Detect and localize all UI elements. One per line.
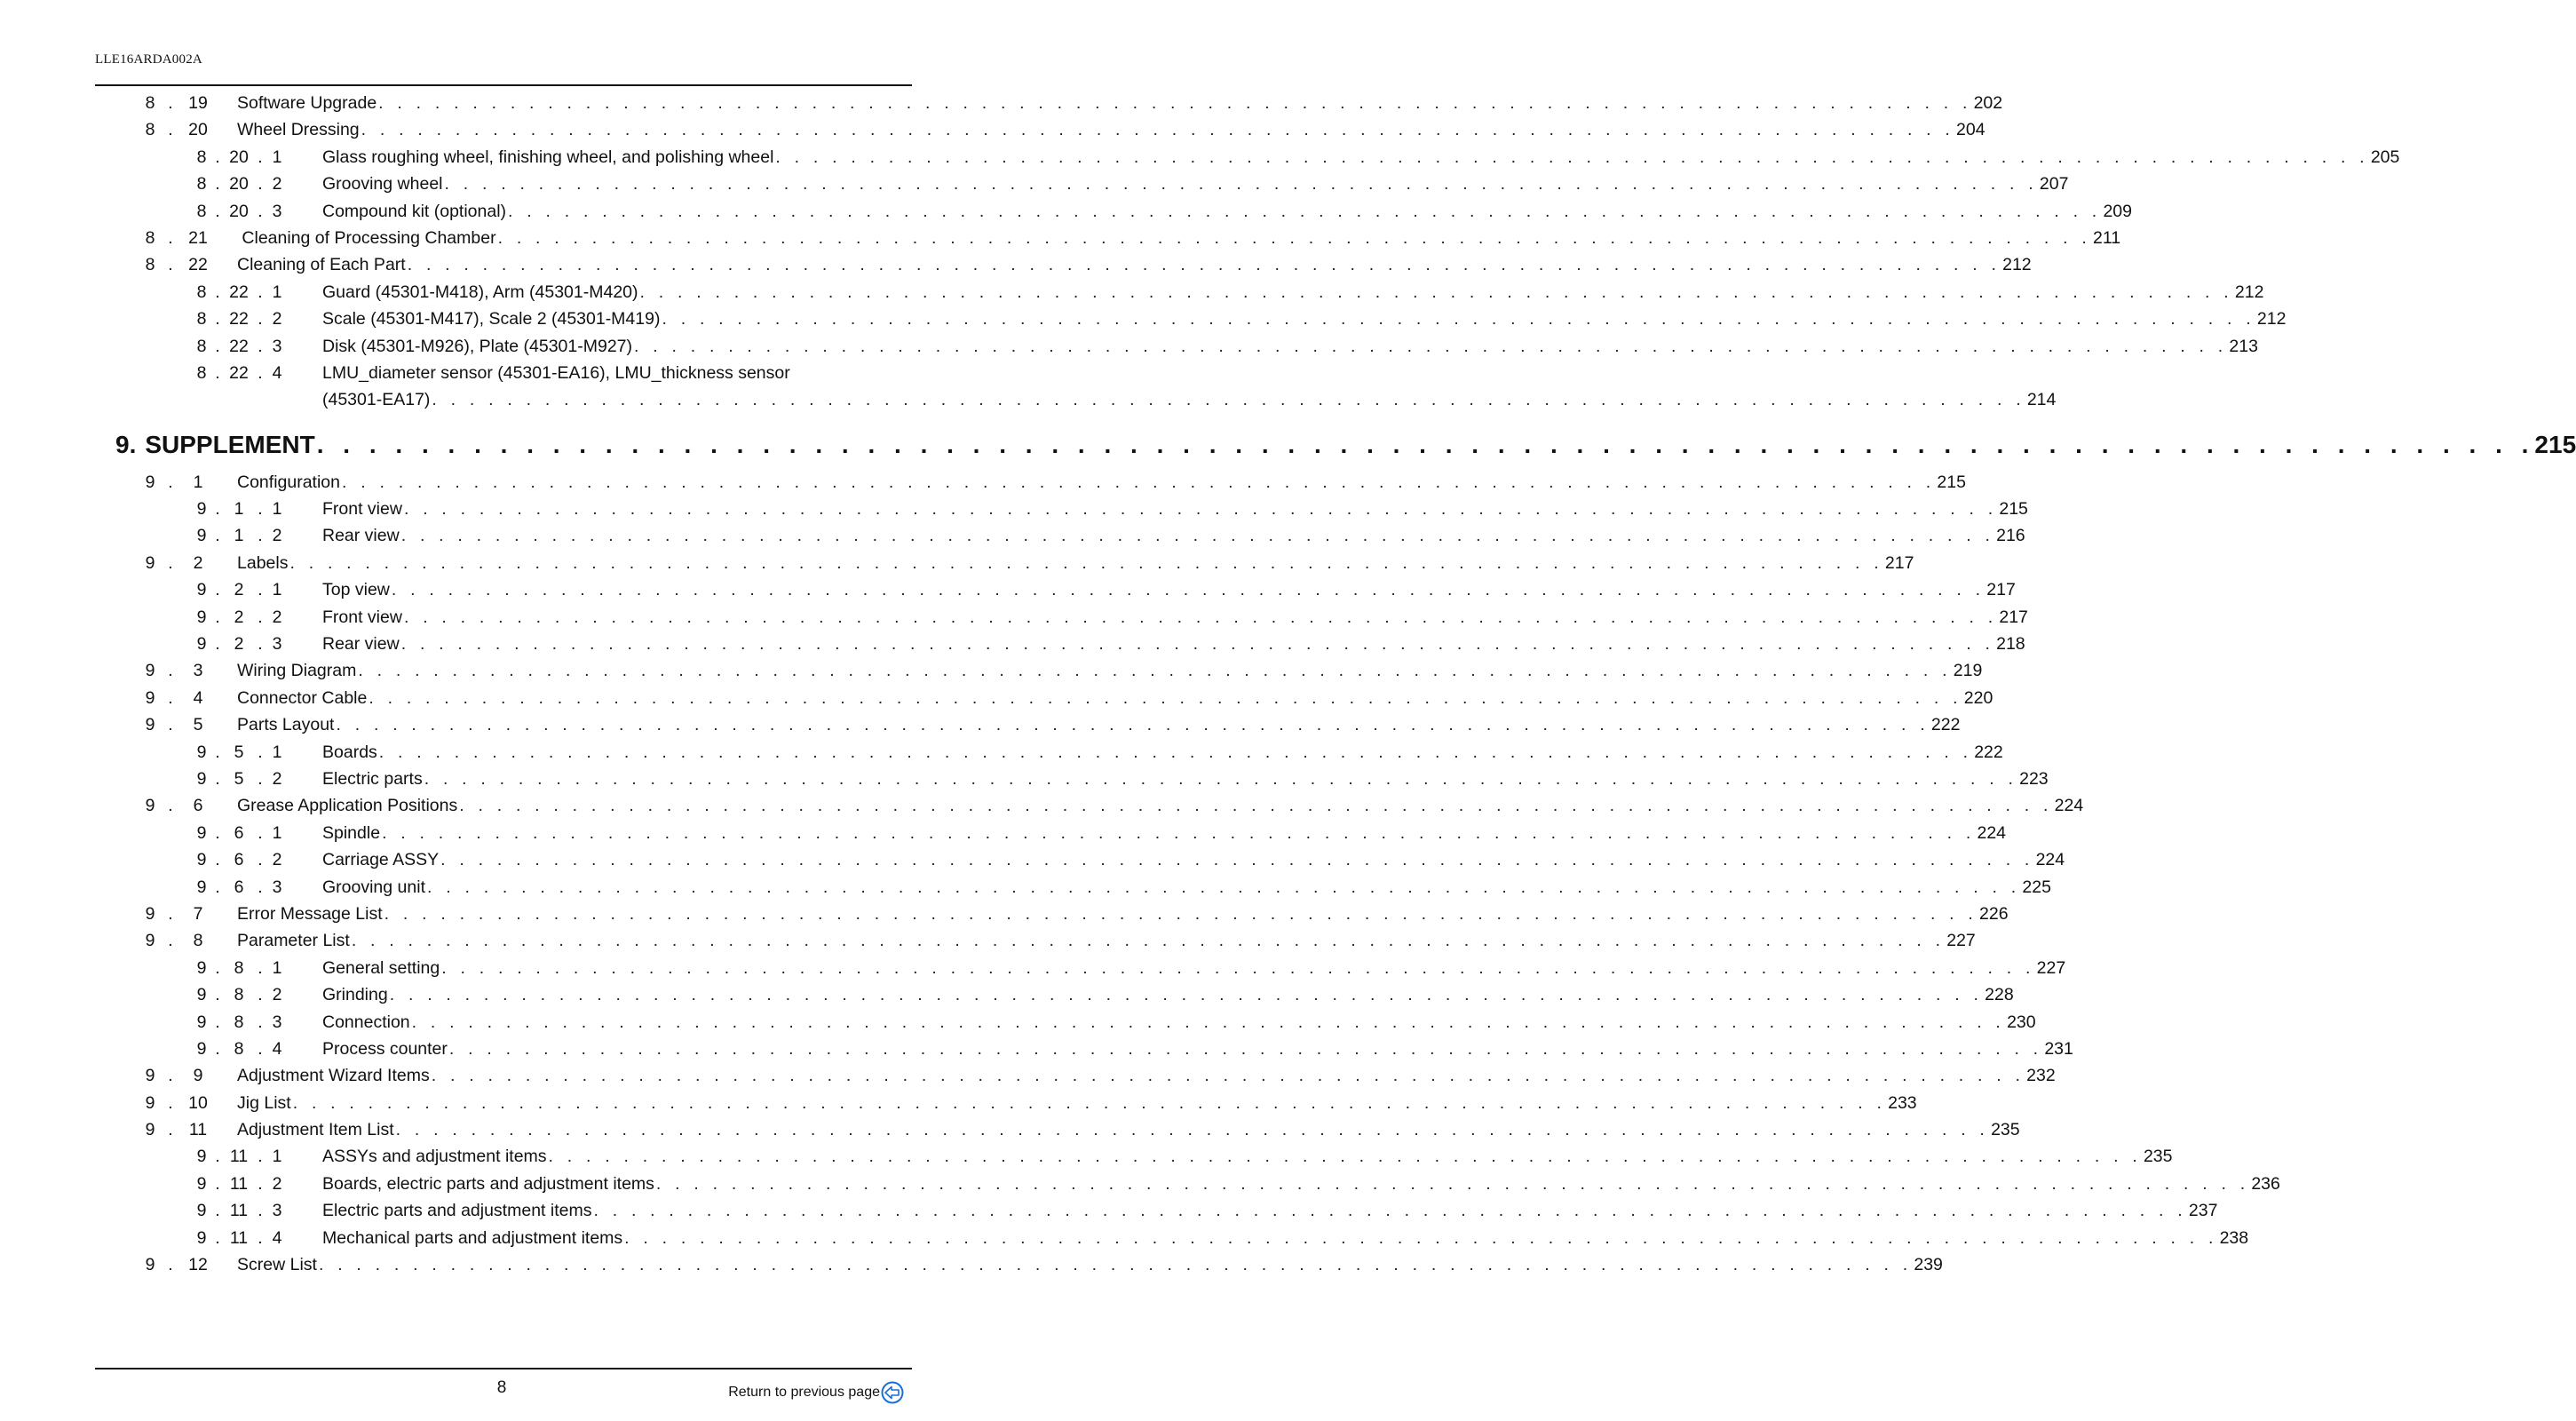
toc-entry-title: Screw List	[237, 1255, 317, 1275]
toc-entry-number: 9 . 4	[145, 687, 203, 708]
toc-entry-page: 215	[1999, 499, 2028, 520]
toc-entry-title: Electric parts and adjustment items	[322, 1201, 592, 1221]
toc-entry[interactable]	[0, 846, 2065, 873]
toc-entry-number: 9 . 1 . 2	[196, 526, 282, 546]
leader-dots: . . . . . . . . . . . . . . . . . . . . . . . . . . . . . . . . . . . . . . . . . . . . . . . . . . . . . . . . . . . . . . . . . . . . . . . . . . . . . . . . . . . . .	[634, 336, 2228, 356]
toc-entry-title: Configuration	[237, 472, 340, 492]
toc-entry-title: Spindle	[322, 822, 381, 843]
toc-entry-number: 8 . 22 . 2	[196, 309, 282, 329]
toc-entry-number: 9 . 6 . 2	[196, 850, 282, 870]
toc-entry-page: 217	[1884, 552, 1914, 573]
toc-entry-number: 9 . 5 . 1	[196, 742, 282, 762]
toc-entry-number: 9 . 8 . 3	[196, 1012, 282, 1032]
toc-entry-title: Parts Layout	[237, 715, 335, 735]
toc-entry-page: 227	[2036, 957, 2066, 978]
toc-entry-title: LMU_diameter sensor (45301-EA16), LMU_thickness sensor	[322, 362, 790, 383]
toc-entry-number: 8 . 20 . 2	[196, 174, 282, 194]
toc-entry-number: 8 . 20 . 1	[196, 147, 282, 167]
toc-entry-page: 238	[2219, 1227, 2249, 1248]
toc-entry-title: (45301-EA17)	[322, 390, 431, 410]
toc-entry-title: Disk (45301-M926), Plate (45301-M927)	[322, 336, 633, 356]
toc-entry-page: 227	[1946, 931, 1976, 951]
toc-entry[interactable]	[0, 766, 2049, 792]
toc-entry-page: 211	[2092, 227, 2121, 248]
toc-entry-number: 9 . 8 . 4	[196, 1038, 282, 1059]
toc-entry-number: 8 . 22	[145, 255, 208, 275]
toc-entry-number: 8 . 22 . 4	[196, 362, 282, 383]
toc-entry-page: 212	[2002, 255, 2032, 275]
toc-entry[interactable]	[0, 657, 1983, 684]
toc-entry-page: 236	[2251, 1173, 2280, 1194]
leader-dots: . . . . . . . . . . . . . . . . . . . . . . . . . . . . . . . . . . . . . . . . . . . . . . . . . . . . . . . . . . . . . . . . . . . . . . . . . . . . . . . . . . . . .	[389, 985, 1984, 1005]
toc-entry-number: 9 . 8 . 1	[196, 957, 282, 978]
leader-dots: . . . . . . . . . . . . . . . . . . . . . . . . . . . . . . . . . . . . . . . . . . . . . . . . . . . . . . . . . . . . . . . . . . . . . . . . . . . . . . . . . . . . .	[391, 580, 1986, 600]
toc-entry[interactable]	[0, 306, 2287, 332]
toc-entry-number: 9 . 7	[145, 903, 203, 924]
toc-entry-page: 212	[2234, 282, 2264, 302]
toc-entry-number: 8 . 20	[145, 120, 208, 140]
toc-entry[interactable]	[0, 1197, 2218, 1224]
page-number: 8	[496, 1378, 507, 1397]
toc-entry-page: 235	[2143, 1147, 2173, 1167]
leader-dots: . . . . . . . . . . . . . . . . . . . . . . . . . . . . . . . . . . . . . . . . . . . . . . . . . . . . . . . . . . . . . . . . . . . . . . . . . . . . . . . . . . . . .	[400, 526, 1995, 546]
toc-entry[interactable]	[0, 225, 2121, 251]
toc-entry-title: Compound kit (optional)	[322, 201, 507, 221]
leader-dots: . . . . . . . . . . . . . . . . . . . . . . . . . . . . . . . . . . . . . . . . . . . . . . . . . . . . . . . . . . . . . . . . . . . . . . . . . . . . . . . . . . . . .	[336, 715, 1930, 735]
toc-entry-title: Glass roughing wheel, finishing wheel, and polishing wheel	[322, 147, 774, 167]
toc-entry[interactable]	[0, 685, 1993, 711]
leader-dots: . . . . . . . . . . . . . . . . . . . . . . . . . . . . . . . . . . . . . . . . . . . . . . . . . . . . . . . . . . . . . . . . . . . . . . . . . . . . . . . . . . . . .	[424, 768, 2018, 789]
leader-dots: . . . . . . . . . . . . . . . . . . . . . . . . . . . . . . . . . . . . . . . . . . . . . . . . . . . . . . . . . . . . . . . . . . . . . . . . . . . . . . . . . . . . .	[662, 309, 2255, 329]
toc-entry-title: Grease Application Positions	[237, 796, 458, 816]
toc-entry-number: 9 . 12	[145, 1255, 208, 1275]
leader-dots: . . . . . . . . . . . . . . . . . . . . . . . . . . . . . . . . . . . . . . . . . . . . . . . . . . . . . . . . . . . . . . . . . . . . . . . . . . . . . . . . . . . . .	[378, 742, 1973, 762]
footer-rule	[95, 1368, 912, 1369]
leader-dots: . . . . . . . . . . . . . . . . . . . . . . . . . . . . . . . . . . . . . . . . . . . . . . . . . . . . . . . . . . . . . . . . . . . . . . . . . . . . . . . . . . . . .	[289, 552, 1883, 573]
toc-entry-number: 9 . 11	[145, 1120, 208, 1140]
toc-entry-page: 226	[1979, 903, 2009, 924]
leader-dots: . . . . . . . . . . . . . . . . . . . . . . . . . . . . . . . . . . . . . . . . . . . . . . . . . . . . . . . . . . . . . . . . . . . . . . . . . . . . . . . . . . . . .	[378, 93, 1972, 113]
toc-entry-number: 9 . 2 . 1	[196, 580, 282, 600]
toc-entry-page: 202	[1973, 93, 2003, 113]
toc-entry-number: 9 . 8 . 2	[196, 985, 282, 1005]
toc-entry-title: Grinding	[322, 985, 388, 1005]
toc-entry-number: 9 . 2	[145, 552, 203, 573]
toc-entry-title: Scale (45301-M417), Scale 2 (45301-M419)	[322, 309, 661, 329]
toc-entry[interactable]	[0, 1251, 1943, 1278]
toc-entry-page: 231	[2044, 1038, 2073, 1059]
toc-section-9	[0, 469, 2280, 1279]
toc-entry-title: Carriage ASSY	[322, 850, 440, 870]
toc-entry[interactable]	[0, 792, 2084, 819]
toc-entry-number: 9 . 5 . 2	[196, 768, 282, 789]
leader-dots: . . . . . . . . . . . . . . . . . . . . . . . . . . . . . . . . . . . . . . . . . . . . . . . . . . . . . . . . . . . . . . . . . . . . . . . . . . . . . . . . . . . . .	[316, 430, 2535, 458]
toc-entry-title: Error Message List	[237, 903, 383, 924]
toc-entry-title: General setting	[322, 957, 440, 978]
leader-dots: . . . . . . . . . . . . . . . . . . . . . . . . . . . . . . . . . . . . . . . . . . . . . . . . . . . . . . . . . . . . . . . . . . . . . . . . . . . . . . . . . . . . .	[351, 931, 1946, 951]
toc-entry-number: 9 . 6	[145, 796, 203, 816]
toc-entry[interactable]	[0, 820, 2007, 846]
chapter-heading[interactable]	[0, 414, 2576, 469]
toc-entry-page: 214	[2026, 390, 2057, 410]
toc-entry-title: Front view	[322, 499, 402, 520]
leader-dots: . . . . . . . . . . . . . . . . . . . . . . . . . . . . . . . . . . . . . . . . . . . . . . . . . . . . . . . . . . . . . . . . . . . . . . . . . . . . . . . . . . . . .	[395, 1120, 1990, 1140]
toc-entry-page: 216	[1996, 526, 2025, 546]
toc-entry-title: Labels	[237, 552, 289, 573]
toc-entry-title: ASSYs and adjustment items	[322, 1147, 547, 1167]
toc-entry[interactable]	[0, 469, 1966, 496]
toc-entry-title: Adjustment Wizard Items	[237, 1066, 430, 1086]
toc-entry-page: 209	[2103, 201, 2132, 221]
toc-entry-number: 9 . 11 . 4	[196, 1227, 282, 1248]
toc-entry-number: 9 . 6 . 1	[196, 822, 282, 843]
toc-entry-title: Wiring Diagram	[237, 661, 357, 681]
toc-entry-page: 228	[1985, 985, 2014, 1005]
back-arrow-icon[interactable]	[881, 1381, 904, 1404]
toc-entry-title: Grooving wheel	[322, 174, 443, 194]
toc-entry-title: Process counter	[322, 1038, 448, 1059]
toc-entry-page: 204	[1956, 120, 1986, 140]
toc-entry-title: Connector Cable	[237, 687, 368, 708]
toc-entry-number: 9 . 11 . 3	[196, 1201, 282, 1221]
leader-dots: . . . . . . . . . . . . . . . . . . . . . . . . . . . . . . . . . . . . . . . . . . . . . . . . . . . . . . . . . . . . . . . . . . . . . . . . . . . . . . . . . . . . .	[411, 1012, 2006, 1032]
toc-entry-title: Software Upgrade	[237, 93, 377, 113]
leader-dots: . . . . . . . . . . . . . . . . . . . . . . . . . . . . . . . . . . . . . . . . . . . . . . . . . . . . . . . . . . . . . . . . . . . . . . . . . . . . . . . . . . . . .	[407, 255, 2001, 275]
toc-section-8	[0, 90, 2400, 414]
toc-entry-title: Cleaning of Each Part	[237, 255, 406, 275]
toc-entry-title: Top view	[322, 580, 390, 600]
toc-entry[interactable]	[0, 386, 2057, 413]
toc-entry[interactable]	[0, 144, 2400, 171]
toc-entry-page: 222	[1930, 715, 1961, 735]
toc-entry-page: 232	[2026, 1066, 2056, 1086]
toc-entry-page: 224	[1977, 822, 2007, 843]
toc-entry[interactable]	[0, 576, 2016, 603]
leader-dots: . . . . . . . . . . . . . . . . . . . . . . . . . . . . . . . . . . . . . . . . . . . . . . . . . . . . . . . . . . . . . . . . . . . . . . . . . . . . . . . . . . . . .	[358, 661, 1952, 681]
toc-entry[interactable]	[0, 631, 2025, 657]
toc-entry-number: 8 . 20 . 3	[196, 201, 282, 221]
toc-entry-number: 9 . 9	[145, 1066, 203, 1086]
leader-dots: . . . . . . . . . . . . . . . . . . . . . . . . . . . . . . . . . . . . . . . . . . . . . . . . . . . . . . . . . . . . . . . . . . . . . . . . . . . . . . . . . . . . .	[593, 1201, 2187, 1221]
toc-entry-page: 239	[1914, 1255, 1943, 1275]
toc-entry[interactable]	[0, 198, 2132, 225]
toc-entry-page: 233	[1888, 1092, 1917, 1113]
toc-entry-title: Jig List	[237, 1092, 291, 1113]
toc-entry-title: Front view	[322, 607, 402, 627]
toc-entry-number: 9 . 11 . 1	[196, 1147, 282, 1167]
toc-entry-page: 222	[1974, 742, 2003, 762]
return-to-previous-page-link[interactable]	[728, 1381, 904, 1404]
toc-entry[interactable]	[0, 333, 2258, 360]
leader-dots: . . . . . . . . . . . . . . . . . . . . . . . . . . . . . . . . . . . . . . . . . . . . . . . . . . . . . . . . . . . . . . . . . . . . . . . . . . . . . . . . . . . . .	[403, 499, 1998, 520]
toc-entry[interactable]	[0, 496, 2028, 522]
toc-entry-page: 219	[1953, 661, 1983, 681]
toc-entry-number: 9 . 2 . 2	[196, 607, 282, 627]
toc-entry[interactable]	[0, 251, 2032, 278]
toc-entry[interactable]	[0, 981, 2014, 1008]
toc-entry-number: 8 . 22 . 3	[196, 336, 282, 356]
toc-entry-title: Wheel Dressing	[237, 120, 360, 140]
toc-entry-number: 8 . 19	[145, 93, 208, 113]
toc-entry-page: 212	[2256, 309, 2287, 329]
toc-entry-title: Parameter List	[237, 931, 350, 951]
leader-dots: . . . . . . . . . . . . . . . . . . . . . . . . . . . . . . . . . . . . . . . . . . . . . . . . . . . . . . . . . . . . . . . . . . . . . . . . . . . . . . . . . . . . .	[431, 1066, 2025, 1086]
toc-entry-number: 9 . 1 . 1	[196, 499, 282, 520]
table-of-contents	[0, 90, 2576, 1278]
toc-entry-title: Mechanical parts and adjustment items	[322, 1227, 623, 1248]
toc-entry-number: 9 . 2 . 3	[196, 634, 282, 655]
leader-dots: . . . . . . . . . . . . . . . . . . . . . . . . . . . . . . . . . . . . . . . . . . . . . . . . . . . . . . . . . . . . . . . . . . . . . . . . . . . . . . . . . . . . .	[400, 634, 1995, 655]
chapter-page: 215	[2534, 430, 2576, 458]
toc-entry[interactable]	[0, 955, 2066, 981]
leader-dots: . . . . . . . . . . . . . . . . . . . . . . . . . . . . . . . . . . . . . . . . . . . . . . . . . . . . . . . . . . . . . . . . . . . . . . . . . . . . . . . . . . . . .	[655, 1173, 2250, 1194]
toc-entry[interactable]	[0, 1036, 2073, 1062]
leader-dots: . . . . . . . . . . . . . . . . . . . . . . . . . . . . . . . . . . . . . . . . . . . . . . . . . . . . . . . . . . . . . . . . . . . . . . . . . . . . . . . . . . . . .	[459, 796, 2053, 816]
toc-entry-title: Boards	[322, 742, 377, 762]
toc-entry[interactable]	[0, 739, 2003, 766]
leader-dots: . . . . . . . . . . . . . . . . . . . . . . . . . . . . . . . . . . . . . . . . . . . . . . . . . . . . . . . . . . . . . . . . . . . . . . . . . . . . . . . . . . . . .	[403, 607, 1998, 627]
header-rule	[95, 84, 912, 86]
chapter-title: SUPPLEMENT	[145, 430, 315, 458]
toc-entry-page: 218	[1996, 634, 2025, 655]
toc-entry[interactable]	[0, 550, 1914, 576]
leader-dots: . . . . . . . . . . . . . . . . . . . . . . . . . . . . . . . . . . . . . . . . . . . . . . . . . . . . . . . . . . . . . . . . . . . . . . . . . . . . . . . . . . . . .	[384, 903, 1978, 924]
toc-entry[interactable]	[0, 90, 2003, 116]
toc-entry-number: 9 . 11 . 2	[196, 1173, 282, 1194]
toc-entry[interactable]	[0, 116, 1986, 143]
toc-entry-page: 224	[2035, 850, 2065, 870]
toc-entry-page: 217	[1999, 607, 2028, 627]
toc-entry-title: Rear view	[322, 526, 400, 546]
toc-entry-number: 8 . 21	[145, 227, 208, 248]
toc-entry-page: 215	[1937, 472, 1966, 492]
toc-entry-page: 223	[2019, 768, 2049, 789]
toc-entry[interactable]	[0, 874, 2051, 901]
toc-entry-page: 235	[1991, 1120, 2020, 1140]
toc-entry[interactable]	[0, 1090, 1917, 1116]
toc-entry-page: 205	[2370, 147, 2400, 167]
toc-entry-number: 9 . 10	[145, 1092, 208, 1113]
toc-entry[interactable]	[0, 1116, 2020, 1143]
leader-dots: . . . . . . . . . . . . . . . . . . . . . . . . . . . . . . . . . . . . . . . . . . . . . . . . . . . . . . . . . . . . . . . . . . . . . . . . . . . . . . . . . . . . .	[361, 120, 1955, 140]
toc-entry-number: 8 . 22 . 1	[196, 282, 282, 302]
toc-entry-page: 224	[2054, 796, 2084, 816]
toc-entry-number: 9 . 6 . 3	[196, 877, 282, 897]
toc-entry-title: Cleaning of Processing Chamber	[237, 227, 496, 248]
toc-entry-title: Boards, electric parts and adjustment items	[322, 1173, 654, 1194]
toc-entry-title: Guard (45301-M418), Arm (45301-M420)	[322, 282, 638, 302]
chapter-number: 9.	[115, 430, 137, 458]
toc-entry[interactable]	[0, 1171, 2280, 1197]
leader-dots: . . . . . . . . . . . . . . . . . . . . . . . . . . . . . . . . . . . . . . . . . . . . . . . . . . . . . . . . . . . . . . . . . . . . . . . . . . . . . . . . . . . . .	[432, 390, 2025, 410]
toc-entry[interactable]	[0, 1062, 2056, 1089]
toc-entry-page: 220	[1963, 687, 1993, 708]
toc-entry[interactable]	[0, 901, 2009, 927]
leader-dots: . . . . . . . . . . . . . . . . . . . . . . . . . . . . . . . . . . . . . . . . . . . . . . . . . . . . . . . . . . . . . . . . . . . . . . . . . . . . . . . . . . . . .	[342, 472, 1936, 492]
leader-dots: . . . . . . . . . . . . . . . . . . . . . . . . . . . . . . . . . . . . . . . . . . . . . . . . . . . . . . . . . . . . . . . . . . . . . . . . . . . . . . . . . . . . .	[426, 877, 2021, 897]
leader-dots: . . . . . . . . . . . . . . . . . . . . . . . . . . . . . . . . . . . . . . . . . . . . . . . . . . . . . . . . . . . . . . . . . . . . . . . . . . . . . . . . . . . . .	[448, 1038, 2043, 1059]
leader-dots: . . . . . . . . . . . . . . . . . . . . . . . . . . . . . . . . . . . . . . . . . . . . . . . . . . . . . . . . . . . . . . . . . . . . . . . . . . . . . . . . . . . . .	[639, 282, 2233, 302]
toc-entry[interactable]	[0, 711, 1961, 738]
toc-entry-title: Connection	[322, 1012, 410, 1032]
toc-entry-title: Electric parts	[322, 768, 423, 789]
toc-entry[interactable]	[0, 171, 2069, 197]
leader-dots: . . . . . . . . . . . . . . . . . . . . . . . . . . . . . . . . . . . . . . . . . . . . . . . . . . . . . . . . . . . . . . . . . . . . . . . . . . . . . . . . . . . . .	[508, 201, 2102, 221]
toc-entry-number: 9 . 1	[145, 472, 203, 492]
toc-entry[interactable]	[0, 279, 2264, 306]
toc-entry-title: Grooving unit	[322, 877, 425, 897]
leader-dots: . . . . . . . . . . . . . . . . . . . . . . . . . . . . . . . . . . . . . . . . . . . . . . . . . . . . . . . . . . . . . . . . . . . . . . . . . . . . . . . . . . . . .	[382, 822, 1976, 843]
toc-entry-page: 225	[2022, 877, 2051, 897]
leader-dots: . . . . . . . . . . . . . . . . . . . . . . . . . . . . . . . . . . . . . . . . . . . . . . . . . . . . . . . . . . . . . . . . . . . . . . . . . . . . . . . . . . . . .	[318, 1255, 1913, 1275]
leader-dots: . . . . . . . . . . . . . . . . . . . . . . . . . . . . . . . . . . . . . . . . . . . . . . . . . . . . . . . . . . . . . . . . . . . . . . . . . . . . . . . . . . . . .	[440, 850, 2034, 870]
toc-entry-title: Adjustment Item List	[237, 1120, 394, 1140]
toc-entry[interactable]	[0, 1143, 2173, 1170]
toc-entry-page: 237	[2188, 1201, 2218, 1221]
toc-entry-page: 230	[2007, 1012, 2036, 1032]
leader-dots: . . . . . . . . . . . . . . . . . . . . . . . . . . . . . . . . . . . . . . . . . . . . . . . . . . . . . . . . . . . . . . . . . . . . . . . . . . . . . . . . . . . . .	[775, 147, 2369, 167]
leader-dots: . . . . . . . . . . . . . . . . . . . . . . . . . . . . . . . . . . . . . . . . . . . . . . . . . . . . . . . . . . . . . . . . . . . . . . . . . . . . . . . . . . . . .	[369, 687, 1962, 708]
toc-entry-title: Rear view	[322, 634, 400, 655]
leader-dots: . . . . . . . . . . . . . . . . . . . . . . . . . . . . . . . . . . . . . . . . . . . . . . . . . . . . . . . . . . . . . . . . . . . . . . . . . . . . . . . . . . . . .	[444, 174, 2038, 194]
toc-entry-number: 9 . 3	[145, 661, 203, 681]
leader-dots: . . . . . . . . . . . . . . . . . . . . . . . . . . . . . . . . . . . . . . . . . . . . . . . . . . . . . . . . . . . . . . . . . . . . . . . . . . . . . . . . . . . . .	[497, 227, 2091, 248]
toc-entry-number: 9 . 8	[145, 931, 203, 951]
toc-entry[interactable]	[0, 1009, 2036, 1036]
toc-entry-page: 207	[2039, 174, 2069, 194]
toc-entry[interactable]	[0, 360, 1003, 386]
leader-dots: . . . . . . . . . . . . . . . . . . . . . . . . . . . . . . . . . . . . . . . . . . . . . . . . . . . . . . . . . . . . . . . . . . . . . . . . . . . . . . . . . . . . .	[441, 957, 2035, 978]
return-label: Return to previous page	[728, 1385, 880, 1400]
toc-entry-number: 9 . 5	[145, 715, 203, 735]
toc-entry-page: 213	[2229, 336, 2258, 356]
toc-entry[interactable]	[0, 522, 2025, 549]
toc-entry[interactable]	[0, 604, 2028, 631]
toc-entry[interactable]	[0, 927, 1976, 954]
leader-dots: . . . . . . . . . . . . . . . . . . . . . . . . . . . . . . . . . . . . . . . . . . . . . . . . . . . . . . . . . . . . . . . . . . . . . . . . . . . . . . . . . . . . .	[624, 1227, 2218, 1248]
toc-entry[interactable]	[0, 1225, 2249, 1251]
document-id: LLE16ARDA002A	[95, 52, 202, 67]
leader-dots: . . . . . . . . . . . . . . . . . . . . . . . . . . . . . . . . . . . . . . . . . . . . . . . . . . . . . . . . . . . . . . . . . . . . . . . . . . . . . . . . . . . . .	[292, 1092, 1887, 1113]
leader-dots: . . . . . . . . . . . . . . . . . . . . . . . . . . . . . . . . . . . . . . . . . . . . . . . . . . . . . . . . . . . . . . . . . . . . . . . . . . . . . . . . . . . . .	[548, 1147, 2142, 1167]
toc-entry-page: 217	[1986, 580, 2016, 600]
